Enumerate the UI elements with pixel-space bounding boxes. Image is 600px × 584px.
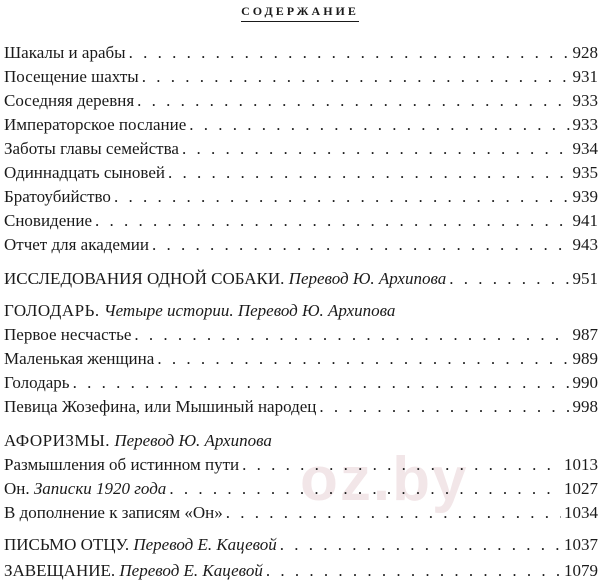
leader-dots	[189, 114, 569, 136]
toc-entry-title-plain: Он.	[4, 479, 30, 498]
toc-entry-page: 987	[572, 325, 598, 344]
toc-entry-page: 1013	[564, 455, 598, 474]
toc-entry-page: 989	[572, 349, 598, 368]
toc-entry-page: 941	[572, 211, 598, 230]
page-title	[0, 4, 600, 26]
leader-dots	[168, 162, 570, 184]
leader-dots	[129, 42, 570, 64]
toc-entry	[4, 138, 598, 160]
leader-dots	[242, 454, 561, 476]
section-heading: ИССЛЕДОВАНИЯ ОДНОЙ СОБАКИ.	[4, 269, 285, 288]
toc-entry	[4, 210, 598, 232]
toc-entry-title-italic: Записки 1920 года	[33, 479, 167, 498]
leader-dots	[157, 348, 569, 370]
toc-section-heading	[4, 300, 598, 322]
toc-entry	[4, 90, 598, 112]
toc-entry-title: Посещение шахты	[4, 67, 139, 86]
toc-entry-page: 943	[572, 235, 598, 254]
toc-entry-title: Отчет для академии	[4, 235, 149, 254]
section-subtitle: Перевод Ю. Архипова	[114, 431, 272, 450]
watermark: oz.by	[300, 445, 469, 514]
toc-entry-title: Сновидение	[4, 211, 92, 230]
leader-dots	[280, 534, 561, 556]
leader-dots	[319, 396, 569, 418]
leader-dots	[73, 372, 570, 394]
toc-entry-page: 1079	[564, 561, 598, 580]
toc-entry	[4, 372, 598, 394]
toc-section-entry	[4, 534, 598, 556]
toc-entry	[4, 324, 598, 346]
toc-entry-title: Голодарь	[4, 373, 70, 392]
toc-entry	[4, 454, 598, 476]
toc-entry-page: 1027	[564, 479, 598, 498]
toc-entry	[4, 234, 598, 256]
translator-credit: Перевод Е. Кацевой	[133, 535, 277, 554]
leader-dots	[226, 502, 561, 524]
toc-entry	[4, 502, 598, 524]
toc-entry	[4, 162, 598, 184]
section-heading: ПИСЬМО ОТЦУ.	[4, 535, 130, 554]
translator-credit: Перевод Ю. Архипова	[288, 269, 447, 288]
toc-entry-title: Маленькая женщина	[4, 349, 155, 368]
toc-section-entry	[4, 560, 598, 582]
section-heading: ЗАВЕЩАНИЕ.	[4, 561, 116, 580]
section-subtitle: Четыре истории. Перевод Ю. Архипова	[103, 301, 396, 320]
toc-entry-page: 935	[572, 163, 598, 182]
toc-section-title	[4, 268, 446, 290]
toc-entry-title: Соседняя деревня	[4, 91, 135, 110]
toc-entry	[4, 396, 598, 418]
leader-dots	[134, 324, 569, 346]
toc-entry-page: 998	[572, 397, 598, 416]
toc-entry	[4, 114, 598, 136]
toc-entry-title: Братоубийство	[4, 187, 111, 206]
toc-section-title	[4, 534, 277, 556]
page-title-text: СОДЕРЖАНИЕ	[241, 4, 359, 22]
toc-section-title	[4, 560, 263, 582]
leader-dots	[449, 268, 569, 290]
toc-entry	[4, 66, 598, 88]
section-heading: АФОРИЗМЫ.	[4, 431, 111, 450]
toc-section-entry	[4, 268, 598, 290]
toc-entry-page: 928	[572, 43, 598, 62]
toc-entry-page: 990	[572, 373, 598, 392]
leader-dots	[142, 66, 570, 88]
toc-entry-page: 951	[572, 269, 598, 288]
toc-entry-page: 931	[572, 67, 598, 86]
leader-dots	[114, 186, 570, 208]
toc-entry-page: 933	[572, 91, 598, 110]
toc-entry-title: Императорское послание	[4, 115, 187, 134]
toc-entry	[4, 478, 598, 500]
leader-dots	[169, 478, 561, 500]
toc-entry-title: В дополнение к записям «Он»	[4, 503, 223, 522]
leader-dots	[152, 234, 570, 256]
toc-entry	[4, 186, 598, 208]
toc-entry-title: Певица Жозефина, или Мышиный народец	[4, 397, 317, 416]
toc-entry-title: Заботы главы семейства	[4, 139, 179, 158]
toc-entry-title: Первое несчастье	[4, 325, 132, 344]
section-heading: ГОЛОДАРЬ.	[4, 301, 100, 320]
toc-entry-title	[4, 478, 166, 500]
translator-credit: Перевод Е. Кацевой	[119, 561, 263, 580]
toc-entry	[4, 348, 598, 370]
toc-entry-page: 1037	[564, 535, 598, 554]
toc-entry-title: Размышления об истинном пути	[4, 455, 240, 474]
leader-dots	[137, 90, 569, 112]
toc-entry-page: 939	[572, 187, 598, 206]
toc-entry	[4, 42, 598, 64]
leader-dots	[182, 138, 570, 160]
toc-entry-page: 933	[572, 115, 598, 134]
toc-entry-title: Одиннадцать сыновей	[4, 163, 165, 182]
toc-section-heading	[4, 430, 598, 452]
leader-dots	[266, 560, 561, 582]
leader-dots	[95, 210, 570, 232]
toc-entry-page: 1034	[564, 503, 598, 522]
toc-entry-title: Шакалы и арабы	[4, 43, 126, 62]
toc-entry-page: 934	[572, 139, 598, 158]
